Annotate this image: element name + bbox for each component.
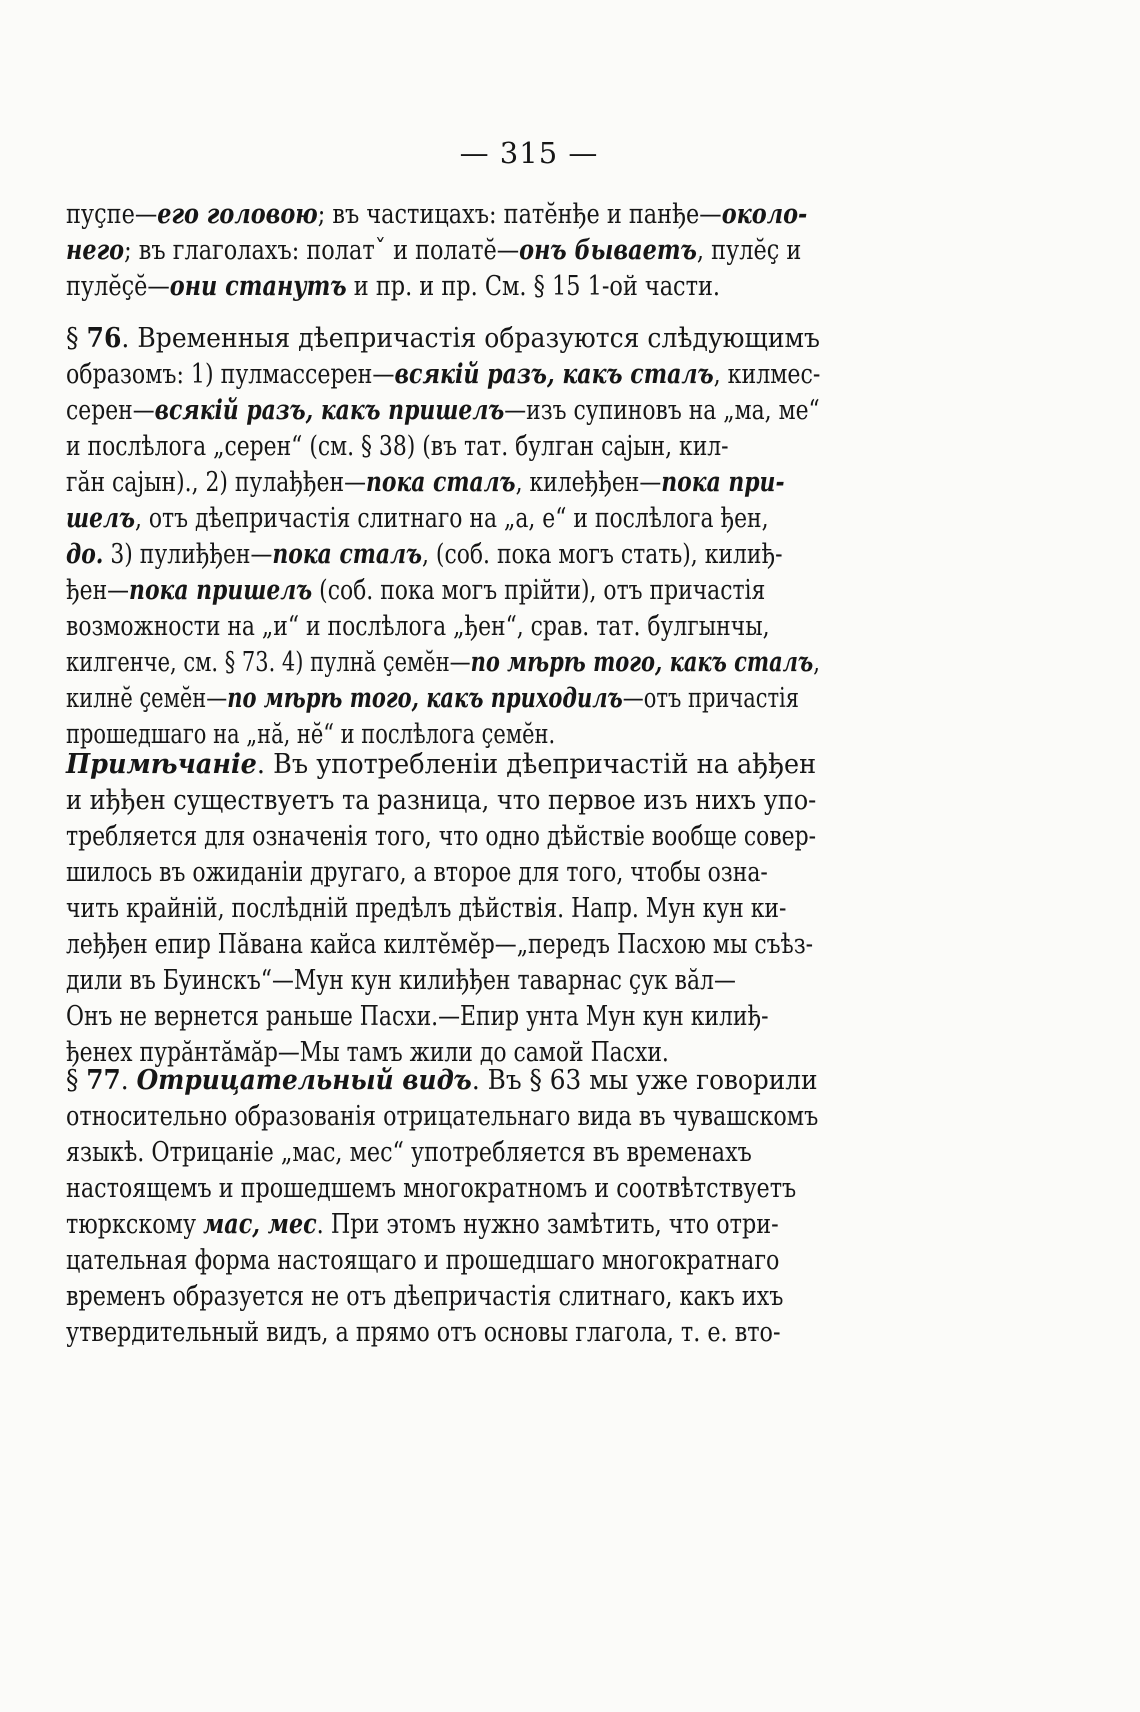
text-run: шилось въ ожиданіи другаго, а второе для того, чтобы озна-	[66, 856, 768, 888]
text-run: леђђен епир Пăвана кайса килтĕмĕр—„передъ Пасхою мы съѣз-	[66, 928, 814, 960]
text-run: языкѣ. Отрицаніе „мас, мес“ употребляется въ временахъ	[66, 1136, 752, 1168]
italic-run: онъ бываетъ	[519, 234, 697, 266]
text-run: ,	[813, 646, 820, 678]
text-run: §	[66, 1064, 87, 1096]
text-line	[66, 962, 816, 998]
text-run: тюркскому	[66, 1208, 204, 1240]
text-line	[66, 392, 853, 428]
text-line	[66, 644, 820, 680]
text-run: килнĕ çемĕн—	[66, 682, 228, 714]
paragraph-section-77	[66, 1062, 995, 1350]
text-run: , килмес-	[713, 358, 821, 390]
text-line	[66, 196, 807, 232]
text-run: . Въ § 63 мы уже говорили	[471, 1064, 818, 1096]
bold-run: 76	[86, 322, 122, 354]
text-run: , пулĕç и	[696, 234, 802, 266]
text-run: §	[66, 322, 87, 354]
italic-run: пока при-	[661, 466, 785, 498]
text-line	[66, 680, 820, 716]
italic-run: шелъ	[66, 502, 135, 534]
text-run: дили въ Буинскъ“—Мун кун килиђђен таварнас çук вăл—	[66, 964, 736, 996]
italic-run: всякій разъ, какъ сталъ	[394, 358, 714, 390]
text-run: 3) пулиђђен—	[103, 538, 273, 570]
text-run: временъ образуется не отъ дѣепричастія слитнаго, какъ ихъ	[66, 1280, 784, 1312]
text-run: прошедшаго на „нă, нĕ“ и послѣлога çемĕн.	[66, 718, 556, 750]
italic-run: они станутъ	[169, 270, 347, 302]
text-run: . Временныя дѣепричастія образуются слѣдующимъ	[121, 322, 820, 354]
paragraph-section-76	[66, 320, 1055, 752]
italic-run: пока сталъ	[272, 538, 423, 570]
text-line	[66, 320, 968, 356]
text-run: , килеђђен—	[515, 466, 662, 498]
text-line	[66, 428, 853, 464]
text-line	[66, 1278, 818, 1314]
text-line	[66, 536, 853, 572]
text-line	[66, 998, 816, 1034]
text-line	[66, 782, 888, 818]
text-run: (соб. пока могъ прійти), отъ причастія	[312, 574, 766, 606]
text-run: требляется для означенія того, что одно дѣйствіе вообще совер-	[66, 820, 817, 852]
text-run: настоящемъ и прошедшемъ многократномъ и соотвѣтствуетъ	[66, 1172, 797, 1204]
italic-run: его головою	[157, 198, 318, 230]
italic-run: него	[66, 234, 125, 266]
italic-run: около-	[721, 198, 808, 230]
text-run: чить крайній, послѣдній предѣлъ дѣйствія. Напр. Мун кун ки-	[66, 892, 787, 924]
text-run: ђен—	[66, 574, 130, 606]
text-run: ; въ частицахъ: патĕнђе и панђе—	[317, 198, 722, 230]
italic-run: по мѣрѣ того, какъ сталъ	[470, 646, 814, 678]
text-run: и послѣлога „серен“ (см. § 38) (въ тат. булган сајын, кил-	[66, 430, 729, 462]
text-run: относительно образованія отрицательнаго вида въ чувашскомъ	[66, 1100, 819, 1132]
italic-run: всякій разъ, какъ пришелъ	[154, 394, 505, 426]
text-line	[66, 746, 940, 782]
text-run: Онъ не вернется раньше Пасхи.—Епир унта Мун кун килиђ-	[66, 1000, 769, 1032]
text-run: цательная форма настоящаго и прошедшаго многократнаго	[66, 1244, 780, 1276]
text-run: образомъ: 1) пулмассерен—	[66, 358, 395, 390]
italic-run: пока пришелъ	[129, 574, 313, 606]
text-run: . При этомъ нужно замѣтить, что отри-	[316, 1208, 779, 1240]
text-line	[66, 356, 860, 392]
paragraph-note	[66, 746, 1008, 1070]
italic-run: по мѣрѣ того, какъ приходилъ	[227, 682, 623, 714]
text-line	[66, 232, 807, 268]
text-line	[66, 854, 816, 890]
text-line	[66, 1170, 818, 1206]
text-run: ; въ глаголахъ: полатˇ и полатĕ—	[124, 234, 520, 266]
page-number: — 315 —	[459, 136, 599, 170]
text-run: пулĕçĕ—	[66, 270, 170, 302]
text-line	[66, 464, 853, 500]
text-run: утвердительный видъ, а прямо отъ основы глагола, т. е. вто-	[66, 1316, 781, 1348]
text-run: , отъ дѣепричастія слитнаго на „а, е“ и послѣлога ђен,	[134, 502, 769, 534]
text-run: гăн сајын)., 2) пулађђен—	[66, 466, 366, 498]
italic-run: мас, мес	[203, 1208, 317, 1240]
text-line	[66, 1134, 818, 1170]
bold-run: 77	[86, 1064, 121, 1096]
text-run: пуçпе—	[66, 198, 158, 230]
text-line	[66, 818, 816, 854]
text-line	[66, 926, 816, 962]
text-line	[66, 500, 853, 536]
text-run: и пр. и пр. См. § 15 1-ой части.	[346, 270, 721, 302]
text-run: . Въ употребленіи дѣепричастій на ађђен	[256, 748, 817, 780]
text-run: ђенех пурăнтăмăр—Мы тамъ жили до самой Пасхи.	[66, 1036, 669, 1068]
text-run: —отъ причастія	[622, 682, 799, 714]
italic-run: Примѣчаніе	[66, 748, 257, 780]
text-run: возможности на „и“ и послѣлога „ђен“, срав. тат. булгынчы,	[66, 610, 770, 642]
text-line	[66, 1314, 818, 1350]
text-line	[66, 1242, 818, 1278]
text-line	[66, 1098, 818, 1134]
text-run: и иђђен существуетъ та разница, что первое изъ нихъ упо-	[66, 784, 817, 816]
paragraph-continued	[66, 196, 976, 304]
text-run: , (соб. пока могъ стать), килиђ-	[422, 538, 783, 570]
italic-run: пока сталъ	[365, 466, 516, 498]
text-run: —изъ супиновъ на „ма, ме“	[504, 394, 820, 426]
text-run: серен—	[66, 394, 155, 426]
text-line	[66, 1206, 818, 1242]
text-line	[66, 608, 853, 644]
text-line	[66, 890, 816, 926]
text-line	[66, 1062, 904, 1098]
text-line	[66, 572, 853, 608]
text-line	[66, 268, 807, 304]
text-run: килгенче, см. § 73. 4) пулнă çемĕн—	[66, 646, 471, 678]
italic-run: до.	[66, 538, 104, 570]
italic-run: Отрицательный видъ	[136, 1064, 472, 1096]
text-run: .	[120, 1064, 137, 1096]
